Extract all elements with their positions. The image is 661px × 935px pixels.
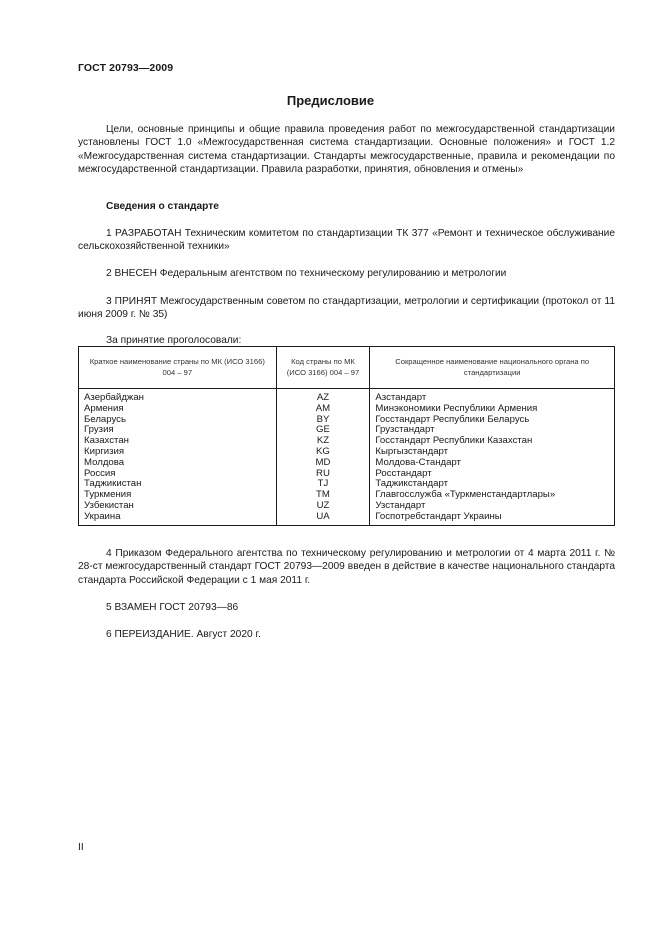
- item-2-text: 2 ВНЕСЕН Федеральным агентством по техническому регулированию и метрологии: [106, 268, 507, 279]
- body-cell: Госстандарт Республики Казахстан: [370, 436, 615, 447]
- table-row: [79, 389, 615, 404]
- table-row: [79, 512, 615, 525]
- body-cell: Грузстандарт: [370, 425, 615, 436]
- table-row: [79, 447, 615, 458]
- item-3-text: 3 ПРИНЯТ Межгосударственным советом по стандартизации, метрологии и сертификации (протокол от 11 июня 2009 г. № 35): [78, 296, 615, 321]
- country-cell: Молдова: [79, 458, 277, 469]
- country-cell: Туркмения: [79, 490, 277, 501]
- code-cell: BY: [276, 415, 370, 426]
- code-cell: TJ: [276, 479, 370, 490]
- page-number: II: [78, 842, 84, 853]
- body-cell: Главгосслужба «Туркменстандартлары»: [370, 490, 615, 501]
- code-cell: RU: [276, 469, 370, 480]
- code-cell: AZ: [276, 389, 370, 404]
- body-cell: Таджикстандарт: [370, 479, 615, 490]
- vote-label: За принятие проголосовали:: [106, 335, 242, 346]
- item-6-text: 6 ПЕРЕИЗДАНИЕ. Август 2020 г.: [106, 629, 261, 640]
- table-row: [79, 469, 615, 480]
- code-cell: GE: [276, 425, 370, 436]
- column-header-country: Краткое наименование страны по МК (ИСО 3166) 004 – 97: [79, 347, 277, 389]
- body-cell: Молдова-Стандарт: [370, 458, 615, 469]
- body-cell: Узстандарт: [370, 501, 615, 512]
- item-4-paragraph: [78, 547, 615, 587]
- table-row: [79, 415, 615, 426]
- info-heading: Сведения о стандарте: [106, 201, 219, 212]
- table-row: [79, 404, 615, 415]
- voting-table: [78, 346, 615, 526]
- item-1-text: 1 РАЗРАБОТАН Техническим комитетом по стандартизации ТК 377 «Ремонт и техническое обслуживание сельскохозяйственной техники»: [78, 228, 615, 253]
- item-5-text: 5 ВЗАМЕН ГОСТ 20793—86: [106, 602, 239, 613]
- code-cell: KG: [276, 447, 370, 458]
- column-header-body: Сокращенное наименование национального органа по стандартизации: [370, 347, 615, 389]
- column-header-code: Код страны по МК (ИСО 3166) 004 – 97: [276, 347, 370, 389]
- country-cell: Азербайджан: [79, 389, 277, 404]
- country-cell: Россия: [79, 469, 277, 480]
- table-row: [79, 425, 615, 436]
- body-cell: Азстандарт: [370, 389, 615, 404]
- document-code-header: ГОСТ 20793—2009: [78, 62, 174, 74]
- item-2-paragraph: [78, 267, 615, 280]
- code-cell: AM: [276, 404, 370, 415]
- item-5-paragraph: [78, 601, 615, 614]
- code-cell: UZ: [276, 501, 370, 512]
- country-cell: Казахстан: [79, 436, 277, 447]
- table-row: [79, 436, 615, 447]
- country-cell: Украина: [79, 512, 277, 525]
- body-cell: Госстандарт Республики Беларусь: [370, 415, 615, 426]
- intro-text: Цели, основные принципы и общие правила проведения работ по межгосударственной стандартизации установлены ГОСТ 1.0 «Межгосударственная система стандартизации. Основные положения» и ГОСТ 1.2 «Межгосударственная система стандартизации. Стандарты межгосударственные, правила и рекомендации по межгосударственной стандартизации. Правила разработки, принятия, обновления и отмены»: [78, 124, 615, 175]
- body-cell: Минэкономики Республики Армения: [370, 404, 615, 415]
- item-4-text: 4 Приказом Федерального агентства по техническому регулированию и метрологии от 4 марта 2011 г. № 28-ст межгосударственный стандарт ГОСТ 20793—2009 введен в действие в качестве национального стандарта стандарта Российской Федерации с 1 мая 2011 г.: [78, 548, 615, 586]
- country-cell: Узбекистан: [79, 501, 277, 512]
- code-cell: KZ: [276, 436, 370, 447]
- page-title: Предисловие: [286, 93, 375, 108]
- table-row: [79, 501, 615, 512]
- intro-paragraph: [78, 123, 615, 176]
- country-cell: Таджикистан: [79, 479, 277, 490]
- body-cell: Кыргызстандарт: [370, 447, 615, 458]
- country-cell: Беларусь: [79, 415, 277, 426]
- item-6-paragraph: [78, 628, 615, 641]
- table-row: [79, 490, 615, 501]
- table-row: [79, 458, 615, 469]
- country-cell: Киргизия: [79, 447, 277, 458]
- code-cell: TM: [276, 490, 370, 501]
- code-cell: MD: [276, 458, 370, 469]
- item-3-paragraph: [78, 295, 615, 322]
- body-cell: Росстандарт: [370, 469, 615, 480]
- item-1-paragraph: [78, 227, 615, 254]
- body-cell: Госпотребстандарт Украины: [370, 512, 615, 525]
- code-cell: UA: [276, 512, 370, 525]
- country-cell: Армения: [79, 404, 277, 415]
- country-cell: Грузия: [79, 425, 277, 436]
